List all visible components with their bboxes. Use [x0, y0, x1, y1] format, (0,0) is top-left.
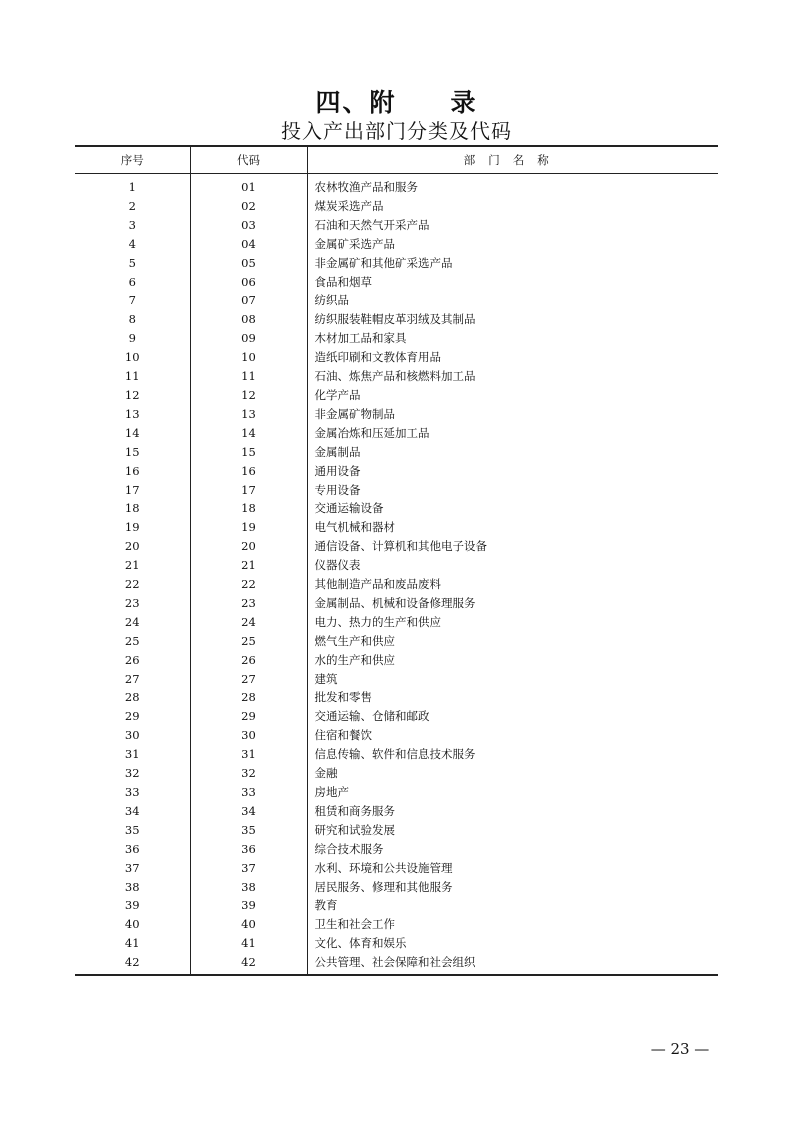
column-header-code: 代码: [190, 146, 307, 174]
column-header-seq: 序号: [75, 146, 190, 174]
row-sector-name: 租赁和商务服务: [314, 803, 395, 818]
row-sector-name: 石油和天然气开采产品: [314, 217, 430, 232]
row-code: 25: [190, 632, 307, 651]
row-seq: 17: [75, 481, 190, 500]
table-row: [75, 197, 718, 216]
row-code: 15: [190, 443, 307, 462]
row-seq: 24: [75, 613, 190, 632]
table-body: [75, 174, 718, 976]
row-code: 39: [190, 896, 307, 915]
row-code: 02: [190, 197, 307, 216]
table-row: [75, 367, 718, 386]
table-row: [75, 235, 718, 254]
row-sector-name: 仪器仪表: [314, 558, 361, 573]
sector-classification-table: [75, 145, 718, 976]
row-seq: 8: [75, 310, 190, 329]
row-seq: 14: [75, 424, 190, 443]
table-row: [75, 310, 718, 329]
row-code: 03: [190, 216, 307, 235]
row-sector-name: 房地产: [314, 785, 349, 799]
row-sector-name: 文化、体育和娱乐: [314, 936, 407, 951]
row-sector-name: 农林牧渔产品和服务: [314, 180, 418, 194]
table-row: [75, 405, 718, 424]
row-sector-name: 金属制品: [314, 444, 361, 459]
row-sector-name: 非金属矿物制品: [314, 406, 395, 421]
row-code: 17: [190, 481, 307, 500]
row-sector-name: 金属冶炼和压延加工品: [314, 425, 430, 440]
row-sector-name: 建筑: [314, 671, 338, 686]
table-row: [75, 499, 718, 518]
table-row: [75, 878, 718, 897]
row-sector-name: 煤炭采选产品: [314, 198, 384, 213]
row-seq: 12: [75, 386, 190, 405]
row-seq: 4: [75, 235, 190, 254]
row-code: 27: [190, 670, 307, 689]
row-code: 19: [190, 518, 307, 537]
row-code: 04: [190, 235, 307, 254]
row-seq: 39: [75, 896, 190, 915]
row-sector-name: 居民服务、修理和其他服务: [314, 879, 453, 894]
row-sector-name: 信息传输、软件和信息技术服务: [314, 747, 476, 762]
table-row: [75, 764, 718, 783]
row-seq: 30: [75, 726, 190, 745]
row-code: 36: [190, 840, 307, 859]
row-sector-name: 批发和零售: [314, 690, 372, 705]
table-row: [75, 934, 718, 953]
row-sector-name: 其他制造产品和废品废料: [314, 577, 441, 592]
row-seq: 3: [75, 216, 190, 235]
table-row: [75, 896, 718, 915]
table-row: [75, 424, 718, 443]
row-code: 26: [190, 651, 307, 670]
table-row: [75, 594, 718, 613]
table-row: [75, 481, 718, 500]
row-sector-name: 化学产品: [314, 387, 361, 402]
table-row: [75, 745, 718, 764]
row-seq: 20: [75, 537, 190, 556]
row-code: 16: [190, 462, 307, 481]
row-code: 28: [190, 688, 307, 707]
row-sector-name: 木材加工品和家具: [314, 331, 407, 346]
table-row: [75, 329, 718, 348]
row-seq: 33: [75, 783, 190, 802]
row-code: 07: [190, 291, 307, 310]
row-seq: 35: [75, 821, 190, 840]
row-code: 08: [190, 310, 307, 329]
row-sector-name: 综合技术服务: [314, 841, 384, 856]
row-seq: 32: [75, 764, 190, 783]
row-seq: 19: [75, 518, 190, 537]
row-seq: 11: [75, 367, 190, 386]
table-row: [75, 443, 718, 462]
row-sector-name: 通信设备、计算机和其他电子设备: [314, 539, 487, 554]
table-row: [75, 575, 718, 594]
table-row: [75, 537, 718, 556]
row-seq: 36: [75, 840, 190, 859]
table-row: [75, 632, 718, 651]
table-row: [75, 651, 718, 670]
row-seq: 13: [75, 405, 190, 424]
row-code: 32: [190, 764, 307, 783]
row-seq: 40: [75, 915, 190, 934]
row-sector-name: 纺织品: [314, 293, 349, 308]
table-row: [75, 291, 718, 310]
page-number: — 23 —: [650, 1040, 710, 1058]
row-code: 24: [190, 613, 307, 632]
row-code: 35: [190, 821, 307, 840]
row-code: 38: [190, 878, 307, 897]
row-seq: 22: [75, 575, 190, 594]
row-code: 40: [190, 915, 307, 934]
row-seq: 16: [75, 462, 190, 481]
row-sector-name: 交通运输、仓储和邮政: [314, 709, 430, 724]
table-row: [75, 174, 718, 197]
row-sector-name: 公共管理、社会保障和社会组织: [307, 953, 718, 975]
table-row: [75, 386, 718, 405]
table-row: [75, 821, 718, 840]
table-row: [75, 915, 718, 934]
table-row: [75, 840, 718, 859]
row-seq: 42: [75, 953, 190, 975]
row-seq: 31: [75, 745, 190, 764]
row-seq: 2: [75, 197, 190, 216]
table-row: [75, 953, 718, 975]
row-sector-name: 电力、热力的生产和供应: [314, 614, 441, 629]
row-sector-name: 石油、炼焦产品和核燃料加工品: [314, 369, 476, 384]
row-seq: 5: [75, 254, 190, 273]
row-seq: 37: [75, 859, 190, 878]
column-header-name: 部门名称: [307, 146, 718, 174]
row-code: 34: [190, 802, 307, 821]
row-code: 29: [190, 707, 307, 726]
table-row: [75, 726, 718, 745]
row-code: 12: [190, 386, 307, 405]
row-seq: 28: [75, 688, 190, 707]
row-code: 05: [190, 254, 307, 273]
row-seq: 41: [75, 934, 190, 953]
sector-classification-table-container: [75, 145, 718, 976]
row-sector-name: 金融: [314, 766, 338, 781]
row-seq: 21: [75, 556, 190, 575]
table-title: 投入产出部门分类及代码: [281, 119, 512, 143]
row-sector-name: 水的生产和供应: [314, 652, 395, 667]
row-sector-name: 燃气生产和供应: [314, 633, 395, 648]
table-row: [75, 670, 718, 689]
row-sector-name: 研究和试验发展: [314, 822, 395, 837]
row-code: 18: [190, 499, 307, 518]
table-row: [75, 859, 718, 878]
table-header-row: [75, 146, 718, 174]
table-row: [75, 216, 718, 235]
row-seq: 7: [75, 291, 190, 310]
row-sector-name: 造纸印刷和文教体育用品: [314, 350, 441, 365]
table-row: [75, 688, 718, 707]
row-code: 30: [190, 726, 307, 745]
row-seq: 38: [75, 878, 190, 897]
row-code: 13: [190, 405, 307, 424]
row-code: 37: [190, 859, 307, 878]
row-code: 31: [190, 745, 307, 764]
table-row: [75, 254, 718, 273]
row-sector-name: 食品和烟草: [314, 274, 372, 289]
row-sector-name: 通用设备: [314, 463, 361, 478]
table-row: [75, 273, 718, 292]
table-row: [75, 613, 718, 632]
row-sector-name: 金属制品、机械和设备修理服务: [314, 595, 476, 610]
row-seq: 29: [75, 707, 190, 726]
row-code: 42: [190, 953, 307, 975]
table-row: [75, 783, 718, 802]
table-row: [75, 556, 718, 575]
table-row: [75, 802, 718, 821]
row-code: 41: [190, 934, 307, 953]
table-row: [75, 518, 718, 537]
row-sector-name: 电气机械和器材: [314, 520, 395, 535]
row-sector-name: 教育: [314, 898, 338, 913]
row-code: 23: [190, 594, 307, 613]
row-sector-name: 纺织服装鞋帽皮革羽绒及其制品: [314, 312, 476, 327]
row-seq: 27: [75, 670, 190, 689]
row-code: 22: [190, 575, 307, 594]
row-sector-name: 金属矿采选产品: [314, 236, 395, 251]
row-seq: 34: [75, 802, 190, 821]
row-seq: 1: [75, 174, 190, 197]
row-sector-name: 水利、环境和公共设施管理: [314, 860, 453, 875]
row-code: 09: [190, 329, 307, 348]
row-code: 01: [190, 174, 307, 197]
row-code: 14: [190, 424, 307, 443]
row-seq: 18: [75, 499, 190, 518]
row-seq: 26: [75, 651, 190, 670]
row-code: 11: [190, 367, 307, 386]
row-code: 06: [190, 273, 307, 292]
row-seq: 9: [75, 329, 190, 348]
row-sector-name: 住宿和餐饮: [314, 728, 372, 743]
row-seq: 25: [75, 632, 190, 651]
section-title: 四、附 录: [315, 88, 478, 117]
row-seq: 23: [75, 594, 190, 613]
row-code: 20: [190, 537, 307, 556]
row-sector-name: 专用设备: [314, 482, 361, 497]
row-seq: 10: [75, 348, 190, 367]
row-code: 10: [190, 348, 307, 367]
row-sector-name: 卫生和社会工作: [314, 917, 395, 932]
row-sector-name: 交通运输设备: [314, 501, 384, 516]
row-sector-name: 非金属矿和其他矿采选产品: [314, 255, 453, 270]
row-code: 21: [190, 556, 307, 575]
row-code: 33: [190, 783, 307, 802]
row-seq: 15: [75, 443, 190, 462]
row-seq: 6: [75, 273, 190, 292]
table-row: [75, 707, 718, 726]
table-row: [75, 348, 718, 367]
table-row: [75, 462, 718, 481]
